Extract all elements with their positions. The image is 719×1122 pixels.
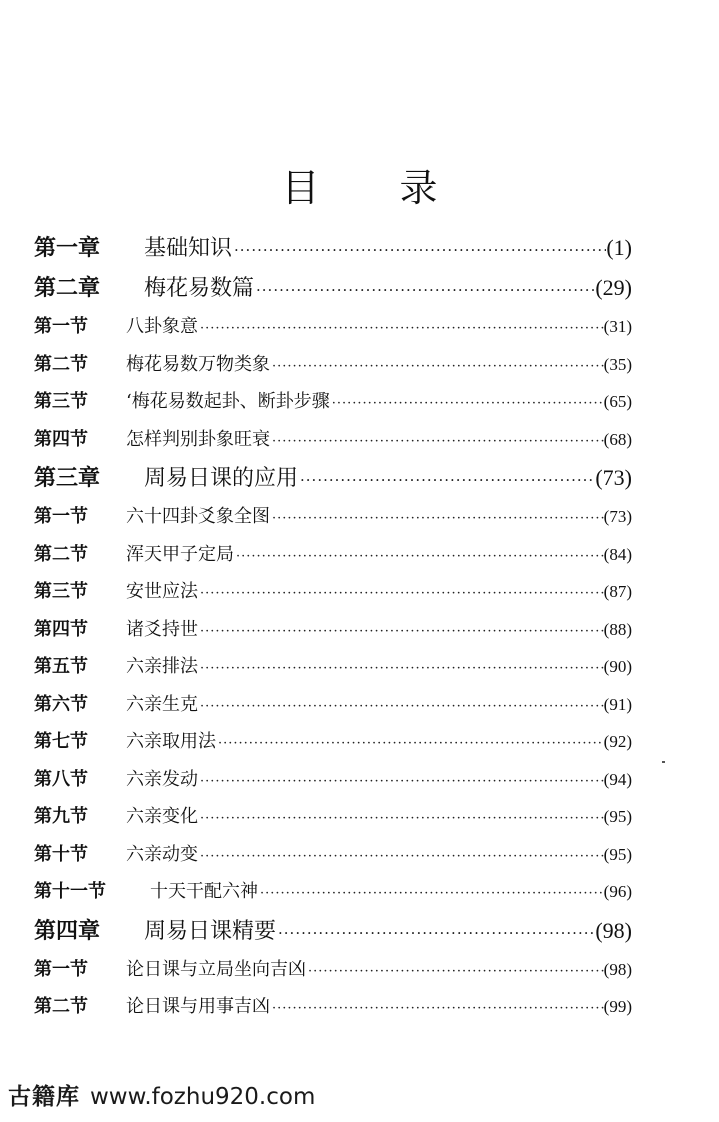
toc-chapter-entry: [34, 268, 632, 308]
toc-entry-number: 第四节: [34, 618, 88, 640]
toc-chapter-entry: [34, 458, 632, 498]
toc-dot-leader: [270, 348, 604, 384]
toc-entry-number: 第三章: [34, 466, 101, 491]
toc-dot-leader: [330, 385, 604, 421]
toc-dot-leader: [198, 763, 604, 799]
toc-entry-title: 周易日课精要: [144, 918, 277, 944]
toc-entry-number: 第一节: [34, 316, 88, 337]
toc-entry-page: (29): [595, 275, 632, 300]
toc-entry-number: 第四章: [34, 918, 101, 944]
toc-section-entry: [34, 308, 632, 346]
toc-entry-number: 第三节: [34, 391, 88, 412]
toc-entry-page: (1): [606, 235, 632, 260]
toc-section-entry: [34, 836, 632, 874]
toc-entry-title: ‘梅花易数起卦、断卦步骤: [126, 391, 330, 412]
toc-entry-page: (96): [603, 882, 632, 901]
toc-section-entry: [34, 798, 632, 836]
toc-entry-title: 安世应法: [126, 581, 198, 602]
toc-entry-page: (68): [603, 429, 632, 449]
toc-dot-leader: [270, 990, 604, 1026]
toc-entry-page: (73): [603, 507, 632, 526]
toc-entry-title: 十天干配六神: [150, 881, 258, 902]
toc-section-entry: [34, 873, 632, 911]
toc-entry-title: 梅花易数万物类象: [126, 353, 270, 375]
toc-entry-page: (99): [603, 997, 632, 1016]
toc-dot-leader: [254, 270, 595, 308]
toc-dot-leader: [198, 838, 604, 874]
toc-dot-leader: [198, 613, 604, 649]
toc-dot-leader: [276, 913, 595, 951]
toc-entry-number: 第六节: [34, 693, 88, 715]
toc-dot-leader: [234, 538, 604, 574]
toc-entry-title: 基础知识: [144, 236, 233, 261]
toc-entry-title: 六亲变化: [126, 806, 198, 827]
toc-entry-number: 第七节: [34, 731, 88, 752]
toc-entry-number: 第三节: [34, 581, 88, 602]
toc-section-entry: [34, 346, 632, 384]
toc-entry-title: 六亲取用法: [126, 731, 216, 752]
toc-entry-number: 第十一节: [34, 881, 106, 902]
toc-entry-number: 第八节: [34, 768, 88, 790]
toc-entry-title: 怎样判别卦象旺衰: [126, 428, 270, 450]
toc-section-entry: [34, 383, 632, 421]
toc-dot-leader: [270, 423, 604, 459]
toc-dot-leader: [232, 230, 606, 268]
toc-entry-page: (98): [595, 917, 632, 943]
toc-dot-leader: [198, 310, 604, 346]
toc-entry-page: (88): [603, 619, 632, 639]
toc-entry-page: (87): [603, 582, 632, 601]
toc-entry-number: 第二节: [34, 996, 88, 1017]
toc-dot-leader: [298, 460, 595, 498]
toc-dot-leader: [270, 500, 604, 536]
toc-section-entry: [34, 761, 632, 799]
toc-section-entry: [34, 723, 632, 761]
toc-entry-title: 梅花易数篇: [144, 276, 255, 301]
toc-chapter-entry: [34, 228, 632, 268]
toc-entry-title: 六亲发动: [126, 768, 198, 790]
toc-dot-leader: [198, 575, 604, 611]
toc-entry-title: 论日课与用事吉凶: [126, 996, 270, 1017]
toc-dot-leader: [198, 650, 604, 686]
toc-section-entry: [34, 421, 632, 459]
toc-entry-title: 周易日课的应用: [144, 466, 299, 491]
toc-entry-number: 第一节: [34, 506, 88, 527]
toc-entry-number: 第九节: [34, 806, 88, 827]
toc-dot-leader: [216, 725, 604, 761]
toc-entry-page: (95): [603, 844, 632, 864]
toc-chapter-entry: [34, 911, 632, 951]
toc-entry-page: (84): [603, 544, 632, 564]
toc-entry-page: (94): [603, 769, 632, 789]
toc-entry-title: 诸爻持世: [126, 618, 198, 640]
toc-entry-number: 第一节: [34, 958, 88, 980]
toc-entry-title: 论日课与立局坐向吉凶: [126, 958, 306, 980]
toc-entry-number: 第四节: [34, 428, 88, 450]
toc-entry-page: (95): [603, 807, 632, 826]
watermark-site-name: 古籍库: [8, 1084, 80, 1110]
toc-entry-page: (92): [603, 732, 632, 751]
toc-entry-number: 第二节: [34, 353, 88, 375]
toc-entry-title: 六亲排法: [126, 656, 198, 677]
toc-section-entry: [34, 686, 632, 724]
watermark: [8, 1078, 315, 1111]
toc-section-entry: [34, 498, 632, 536]
toc-entry-number: 第一章: [34, 236, 101, 261]
scan-speck: [662, 761, 665, 763]
toc-section-entry: [34, 611, 632, 649]
toc-section-entry: [34, 573, 632, 611]
toc-dot-leader: [198, 688, 604, 724]
toc-section-entry: [34, 648, 632, 686]
toc-entry-page: (31): [603, 317, 632, 336]
page-title: 目录: [281, 166, 518, 211]
toc-dot-leader: [258, 875, 604, 911]
toc-entry-title: 六亲动变: [126, 843, 198, 865]
toc-entry-page: (65): [603, 392, 632, 411]
toc-entry-page: (98): [603, 959, 632, 979]
toc-entry-page: (73): [595, 465, 632, 490]
toc-dot-leader: [306, 953, 604, 989]
toc-entry-title: 六亲生克: [126, 693, 198, 715]
toc-entry-title: 浑天甲子定局: [126, 543, 234, 565]
table-of-contents: [34, 228, 632, 1026]
toc-dot-leader: [198, 800, 604, 836]
toc-entry-title: 八卦象意: [126, 316, 198, 337]
toc-entry-number: 第二章: [34, 276, 101, 301]
toc-entry-number: 第五节: [34, 656, 88, 677]
watermark-url: www.fozhu920.com: [90, 1084, 316, 1110]
toc-entry-page: (90): [603, 657, 632, 676]
toc-section-entry: [34, 988, 632, 1026]
toc-entry-number: 第十节: [34, 843, 88, 865]
toc-entry-page: (35): [603, 354, 632, 374]
toc-section-entry: [34, 536, 632, 574]
toc-entry-title: 六十四卦爻象全图: [126, 506, 270, 527]
toc-section-entry: [34, 951, 632, 989]
toc-entry-page: (91): [603, 694, 632, 714]
toc-entry-number: 第二节: [34, 543, 88, 565]
